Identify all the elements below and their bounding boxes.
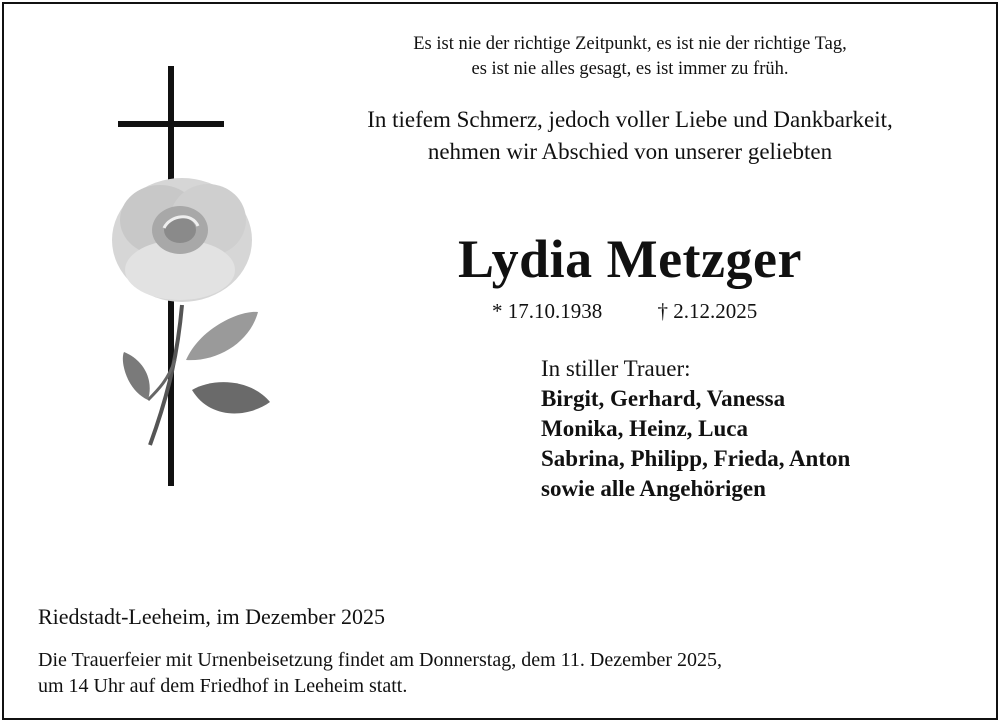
- life-dates: [492, 297, 757, 325]
- funeral-line-2: um 14 Uhr auf dem Friedhof in Leeheim statt.: [38, 675, 408, 697]
- funeral-line-1: Die Trauerfeier mit Urnenbeisetzung findet am Donnerstag, dem 11. Dezember 2025,: [38, 649, 723, 671]
- place-date: Riedstadt-Leeheim, im Dezember 2025: [38, 604, 385, 629]
- quote-line-1: Es ist nie der richtige Zeitpunkt, es ist nie der richtige Tag,: [413, 34, 847, 54]
- quote-text: [330, 32, 930, 82]
- death-date: † 2.12.2025: [657, 299, 758, 323]
- mourners-line: Monika, Heinz, Luca: [541, 416, 749, 441]
- intro-text: [330, 104, 930, 168]
- funeral-info: [38, 647, 722, 699]
- quote-line-2: es ist nie alles gesagt, es ist immer zu früh.: [471, 59, 789, 79]
- mourners-line: Sabrina, Philipp, Frieda, Anton: [541, 446, 851, 471]
- intro-line-2: nehmen wir Abschied von unserer geliebten: [427, 139, 833, 164]
- rose-icon: [112, 178, 270, 445]
- intro-line-1: In tiefem Schmerz, jedoch voller Liebe und Dankbarkeit,: [367, 107, 893, 132]
- birth-date: * 17.10.1938: [492, 299, 603, 323]
- deceased-name: Lydia Metzger: [458, 229, 802, 289]
- cross-rose-emblem: [100, 60, 290, 490]
- mourners-heading: In stiller Trauer:: [541, 356, 691, 381]
- mourners-line: Birgit, Gerhard, Vanessa: [541, 386, 786, 411]
- mourners-block: [541, 354, 850, 504]
- mourners-line: sowie alle Angehörigen: [541, 476, 766, 501]
